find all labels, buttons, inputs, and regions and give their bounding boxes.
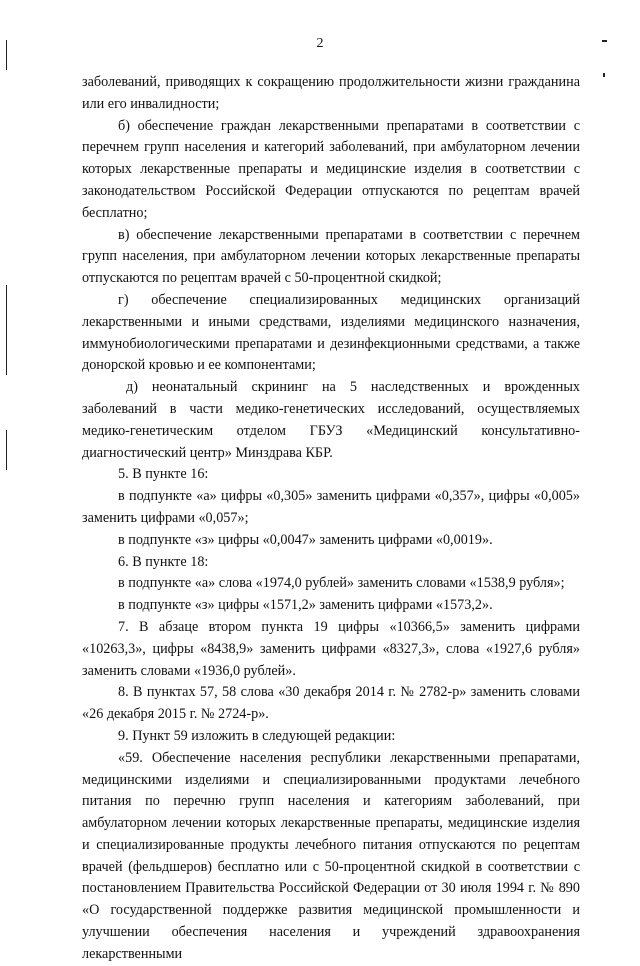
paragraph-point-8: 8. В пунктах 57, 58 слова «30 декабря 2014 г. № 2782-р» заменить словами «26 декабря 2015 г. № 2724-р». — [82, 684, 580, 723]
paragraph-point-5-a: в подпункте «а» цифры «0,305» заменить цифрами «0,357», цифры «0,005» заменить цифрами «0,057»; — [82, 488, 580, 526]
paragraph-continuation: заболеваний, приводящих к сокращению продолжительности жизни гражданина или его инвалидности; — [82, 74, 580, 112]
paragraph-point-6-a: в подпункте «а» слова «1974,0 рублей» заменить словами «1538,9 рубля»; — [118, 575, 565, 592]
scan-mark — [603, 73, 605, 77]
paragraph-point-7: 7. В абзаце втором пункта 19 цифры «10366,5» заменить цифрами «10263,3», цифры «8438,9» заменить цифрами «8327,3», слова «1927,6 рубля» заменить словами «1936,0 рублей». — [82, 618, 580, 679]
document-body — [82, 72, 580, 966]
paragraph-point-6: 6. В пункте 18: — [118, 553, 209, 570]
scan-mark — [6, 285, 7, 375]
paragraph-point-59: «59. Обеспечение населения республики лекарственными препаратами, медицинскими изделиями и специализированными продуктами лечебного питания по перечню групп населения и категориям заболеваний, при амбулаторном лечении которых лекарственные препараты, медицинские изделия и специализированные продукты лечебного питания отпускаются по рецептам врачей (фельдшеров) бесплатно или с 50-процентной скидкой в соответствии с постановлением Правительства Российской Федерации от 30 июля 1994 г. № 890 «О государственной поддержке развития медицинской промышленности и улучшении обеспечения населения и учреждений здравоохранения лекарственными — [82, 749, 580, 962]
paragraph-item-d: д) неонатальный скрининг на 5 наследственных и врожденных заболеваний в части медико-генетических исследований, осуществляемых медико-генетическим отделом ГБУЗ «Медицинский консультативно-диагностический центр» Минздрава КБР. — [82, 379, 580, 461]
scan-mark — [602, 40, 607, 42]
paragraph-item-v: в) обеспечение лекарственными препаратами в соответствии с перечнем групп населения, при амбулаторном лечении которых лекарственные препараты отпускаются по рецептам врачей с 50-процентной скидкой; — [82, 226, 580, 287]
paragraph-point-9: 9. Пункт 59 изложить в следующей редакции: — [118, 727, 396, 744]
paragraph-item-b: б) обеспечение граждан лекарственными препаратами в соответствии с перечнем групп населения и категорий заболеваний, при амбулаторном лечении которых лекарственные препараты и медицинские изделия в соответствии с законодательством Российской Федерации отпускаются по рецептам врачей бесплатно; — [82, 117, 580, 221]
scan-mark — [6, 430, 7, 470]
paragraph-item-g: г) обеспечение специализированных медицинских организаций лекарственными и иными средствами, изделиями медицинского назначения, иммунобиологическими препаратами и дезинфекционными средствами, а также донорской кровью и ее компонентами; — [82, 291, 580, 374]
page-number: 2 — [316, 36, 324, 51]
scan-mark — [6, 40, 7, 70]
paragraph-point-6-z: в подпункте «з» цифры «1571,2» заменить цифрами «1573,2». — [118, 597, 493, 614]
paragraph-point-5: 5. В пункте 16: — [118, 466, 209, 483]
paragraph-point-5-z: в подпункте «з» цифры «0,0047» заменить цифрами «0,0019». — [118, 531, 493, 548]
